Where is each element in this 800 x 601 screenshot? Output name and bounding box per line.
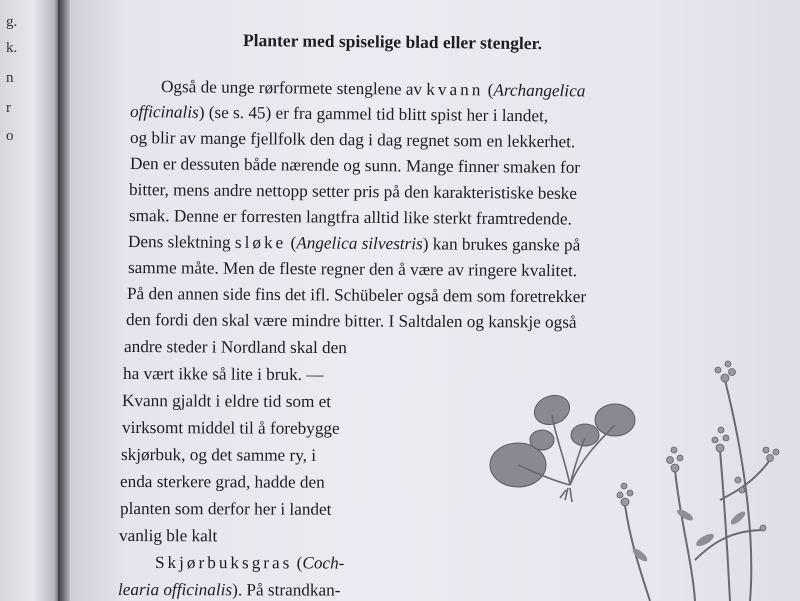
text-segment: ( — [292, 553, 303, 573]
text-segment: Den er dessuten både nærende og sunn. Mange finner smaken for — [129, 154, 581, 177]
text-segment: smak. Denne er forresten langtfra alltid like sterkt framtredende. — [128, 206, 572, 229]
text-line — [128, 258, 577, 281]
page-heading: Planter med spiselige blad eller stengler. — [242, 30, 543, 54]
text-line — [130, 154, 580, 178]
text-line — [126, 310, 577, 333]
left-page-fragment: r — [6, 100, 11, 116]
text-segment: ( — [286, 233, 297, 253]
italic-text: Archangelica — [493, 80, 586, 101]
text-line — [155, 553, 344, 573]
text-segment: og blir av mange fjellfolk den dag i dag regnet som en lekkerhet. — [129, 128, 576, 152]
text-segment: enda sterkere grad, hadde den — [119, 472, 325, 492]
text-line — [121, 445, 316, 466]
left-page-fragment: g. — [6, 14, 18, 30]
spaced-term: sløke — [234, 232, 287, 253]
text-line — [129, 180, 577, 204]
text-line — [127, 284, 586, 307]
spaced-term: Skjørbuksgras — [154, 553, 293, 573]
text-segment: virksomt middel til å forebygge — [121, 418, 340, 438]
text-line — [124, 337, 347, 358]
text-segment: andre steder i Nordland skal den — [123, 337, 347, 358]
text-line — [128, 232, 580, 256]
text-segment: Dens slektning — [127, 232, 236, 252]
spaced-term: kvann — [426, 79, 484, 100]
plant-illustration — [480, 340, 800, 601]
text-segment: vanlig ble kalt — [118, 526, 218, 546]
text-segment: ha vært ikke så lite i bruk. — — [122, 364, 324, 385]
left-page-fragment: k. — [6, 40, 18, 56]
text-line — [123, 364, 324, 385]
text-segment: ) (se s. 45) er fra gammel tid blitt spist her i landet, — [198, 102, 549, 126]
text-segment: planten som derfor her i landet — [119, 499, 332, 519]
text-segment: ( — [483, 80, 494, 100]
text-segment: den fordi den skal være mindre bitter. I Saltdalen og kanskje også — [125, 310, 577, 332]
text-line — [122, 418, 340, 439]
left-page-edge — [0, 0, 60, 601]
text-line — [118, 580, 341, 601]
text-line — [120, 499, 332, 520]
left-page-fragment: o — [6, 128, 14, 144]
text-segment: samme måte. Men de fleste regner den å være av ringere kvalitet. — [127, 258, 578, 281]
text-segment: bitter, mens andre nettopp setter pris på den karakteristiske beske — [128, 180, 578, 203]
text-segment: Kvann gjaldt i eldre tid som et — [121, 391, 332, 412]
text-line — [122, 391, 331, 412]
text-segment: ) kan brukes ganske på — [422, 234, 581, 255]
text-segment: skjørbuk, og det samme ry, i — [120, 445, 317, 465]
text-segment: På den annen side fins det ifl. Schübeler også dem som foretrekker — [126, 284, 587, 307]
text-line — [120, 472, 325, 493]
italic-text: Angelica silvestris — [296, 233, 423, 254]
italic-text: Coch- — [302, 553, 345, 573]
text-line — [130, 128, 575, 152]
left-page-fragment: n — [6, 70, 14, 86]
text-line — [129, 206, 572, 229]
text-segment: Også de unge rørformete stenglene av — [160, 77, 427, 99]
italic-text: learia officinalis — [117, 580, 233, 600]
text-segment: ). På strandkan- — [232, 580, 341, 600]
italic-text: officinalis — [129, 102, 199, 122]
text-line — [119, 526, 217, 546]
